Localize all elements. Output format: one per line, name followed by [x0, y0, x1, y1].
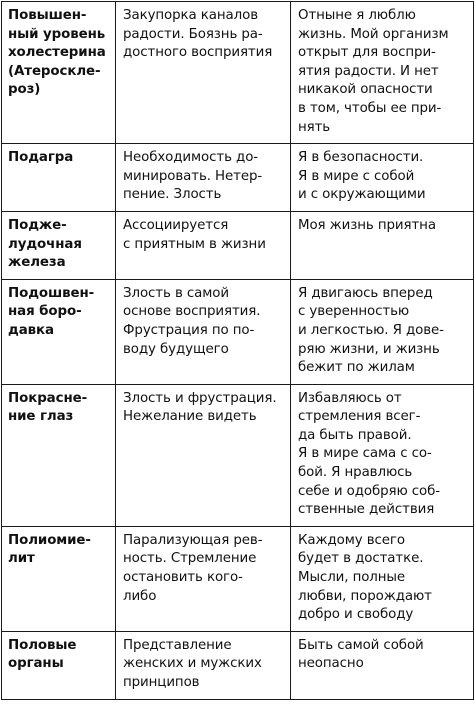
table-row — [2, 211, 474, 279]
affirmation-cell: Избавляюсь от стремления всег- да быть правой. Я в мире сама с со- бой. Я нравлюсь себе и одобряю соб- ственные действия — [291, 384, 474, 526]
conditions-table — [1, 1, 474, 700]
cause-cell: Ассоциируется с приятным в жизни — [116, 211, 291, 279]
table-row — [2, 526, 474, 631]
table-row — [2, 144, 474, 212]
condition-cell: Подже- лудочная железа — [2, 211, 116, 279]
condition-cell: Подошвен- ная боро- давка — [2, 279, 116, 384]
cause-cell: Необходимость до- минировать. Нетер- пение. Злость — [116, 144, 291, 212]
affirmation-cell: Быть самой собой неопасно — [291, 631, 474, 699]
cause-cell: Закупорка каналов радости. Боязнь ра- достного восприятия — [116, 2, 291, 144]
condition-cell: Полиомие- лит — [2, 526, 116, 631]
cause-cell: Парализующая рев- ность. Стремление остановить кого- либо — [116, 526, 291, 631]
condition-cell: Подагра — [2, 144, 116, 212]
condition-cell: Половые органы — [2, 631, 116, 699]
condition-cell: Повышен- ный уровень холестерина (Атероскле- роз) — [2, 2, 116, 144]
table-row — [2, 2, 474, 144]
cause-cell: Злость и фрустрация. Нежелание видеть — [116, 384, 291, 526]
affirmation-cell: Я в безопасности. Я в мире с собой и с окружающими — [291, 144, 474, 212]
table-row — [2, 631, 474, 699]
affirmation-cell: Отныне я люблю жизнь. Мой организм открыт для воспри- ятия радости. И нет никакой опасности в том, чтобы ее при- нять — [291, 2, 474, 144]
affirmation-cell: Моя жизнь приятна — [291, 211, 474, 279]
affirmation-cell: Я двигаюсь вперед с уверенностью и легкостью. Я дове- ряю жизни, и жизнь бежит по жилам — [291, 279, 474, 384]
table-row — [2, 384, 474, 526]
condition-cell: Покрасне- ние глаз — [2, 384, 116, 526]
cause-cell: Злость в самой основе восприятия. Фрустрация по по- воду будущего — [116, 279, 291, 384]
cause-cell: Представление женских и мужских принципов — [116, 631, 291, 699]
table-row — [2, 279, 474, 384]
affirmation-cell: Каждому всего будет в достатке. Мысли, полные любви, порождают добро и свободу — [291, 526, 474, 631]
